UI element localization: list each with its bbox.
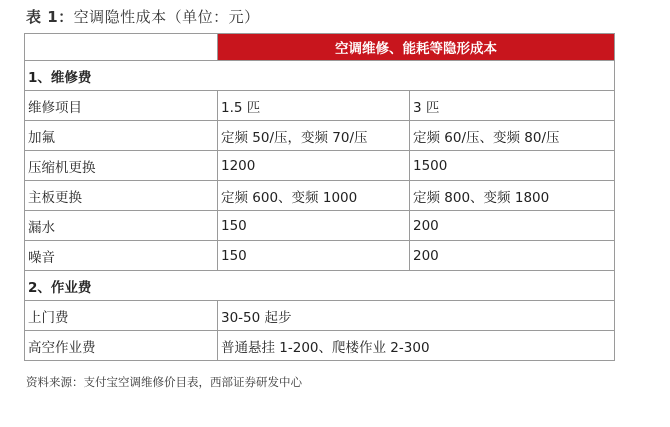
table-header-row xyxy=(25,34,615,61)
row-value: 30-50 起步 xyxy=(218,301,615,331)
row-item: 高空作业费 xyxy=(25,331,218,361)
row-value-a: 1200 xyxy=(218,151,410,181)
table-row xyxy=(25,151,615,181)
table-row xyxy=(25,91,615,121)
table-row xyxy=(25,121,615,151)
row-value-b: 1500 xyxy=(410,151,615,181)
table-row xyxy=(25,211,615,241)
header-merged-cell: 空调维修、能耗等隐形成本 xyxy=(218,34,615,61)
table-row xyxy=(25,241,615,271)
row-value-a: 定频 50/压，变频 70/压 xyxy=(218,121,410,151)
section-row xyxy=(25,61,615,91)
section-title: 2、作业费 xyxy=(25,271,615,301)
table-row xyxy=(25,181,615,211)
table-row xyxy=(25,301,615,331)
table-caption xyxy=(26,6,260,27)
caption-prefix: 表 1： xyxy=(26,8,74,26)
row-value-a: 定频 600、变频 1000 xyxy=(218,181,410,211)
row-value-b: 200 xyxy=(410,241,615,271)
row-value-b: 定频 60/压、变频 80/压 xyxy=(410,121,615,151)
header-empty-cell xyxy=(25,34,218,61)
row-value-a: 150 xyxy=(218,211,410,241)
section-row xyxy=(25,271,615,301)
row-value-b: 定频 800、变频 1800 xyxy=(410,181,615,211)
row-item: 压缩机更换 xyxy=(25,151,218,181)
row-item: 上门费 xyxy=(25,301,218,331)
source-note: 资料来源：支付宝空调维修价目表，西部证券研发中心 xyxy=(26,375,302,389)
row-value-a: 1.5 匹 xyxy=(218,91,410,121)
table-row xyxy=(25,331,615,361)
row-value-b: 200 xyxy=(410,211,615,241)
row-value-b: 3 匹 xyxy=(410,91,615,121)
row-item: 主板更换 xyxy=(25,181,218,211)
row-value-a: 150 xyxy=(218,241,410,271)
section-title: 1、维修费 xyxy=(25,61,615,91)
row-item: 加氟 xyxy=(25,121,218,151)
row-item: 漏水 xyxy=(25,211,218,241)
row-value: 普通悬挂 1-200、爬楼作业 2-300 xyxy=(218,331,615,361)
row-item: 噪音 xyxy=(25,241,218,271)
caption-text: 空调隐性成本（单位：元） xyxy=(73,8,260,26)
row-item: 维修项目 xyxy=(25,91,218,121)
cost-table xyxy=(24,33,615,361)
